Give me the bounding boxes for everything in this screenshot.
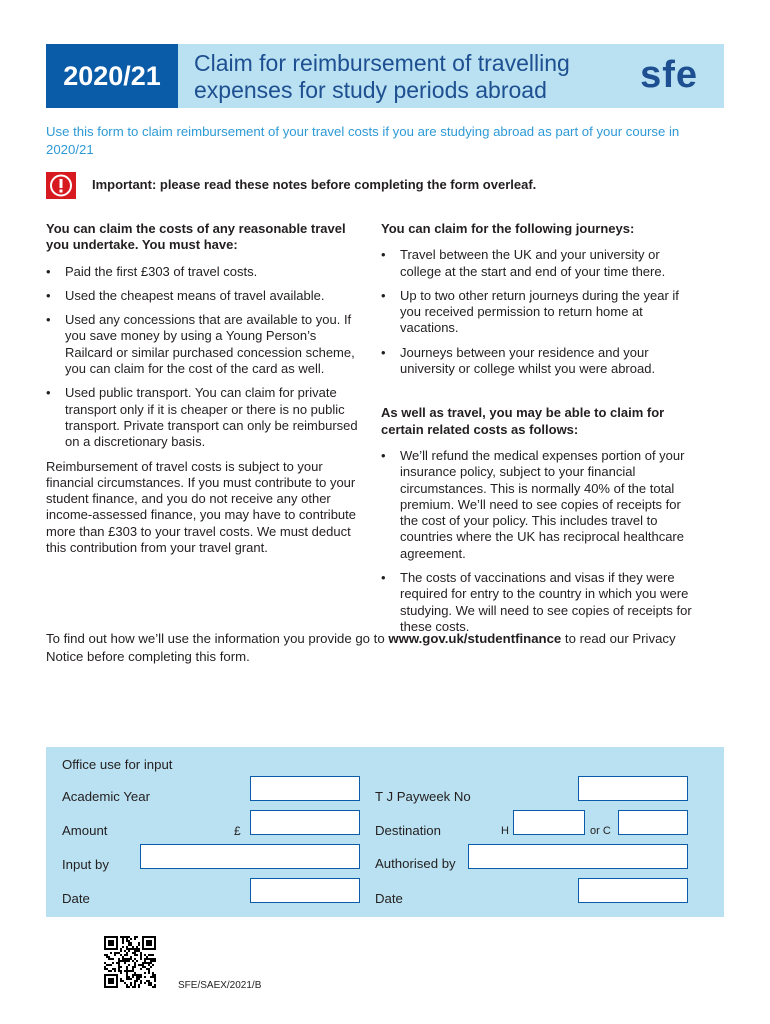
list-item: • The costs of vaccinations and visas if they were required for entry to the country in which you were studying. We will need to see copies of receipts for these costs. (381, 570, 699, 635)
left-heading: You can claim the costs of any reasonable travel you undertake. You must have: (46, 221, 346, 253)
amount-label: Amount (62, 823, 108, 838)
form-reference: SFE/SAEX/2021/B (178, 980, 262, 991)
list-item: • Journeys between your residence and your university or college whilst you were abroad. (381, 345, 699, 378)
academic-year-field[interactable] (250, 776, 360, 801)
list-item: • We’ll refund the medical expenses portion of your insurance policy, subject to your financial circumstances. This is normally 40% of the total premium. We’ll need to see copies of receipts for the cost of your policy. This includes travel to countries where the UK has reciprocal healthcare agreement. (381, 448, 699, 562)
list-item: • Used any concessions that are available to you. If you save money by using a Young Person’s Railcard or similar purchased concession scheme, you can claim for the cost of the card as well. (46, 312, 364, 377)
destination-h-label: H (501, 825, 509, 837)
related-costs-heading: As well as travel, you may be able to claim for certain related costs as follows: (381, 405, 665, 437)
qr-code (104, 936, 156, 988)
destination-label: Destination (375, 823, 441, 838)
list-item: • Used the cheapest means of travel available. (46, 288, 364, 304)
form-title (194, 50, 570, 104)
tj-payweek-field[interactable] (578, 776, 688, 801)
input-by-label: Input by (62, 857, 109, 872)
destination-h-field[interactable] (513, 810, 585, 835)
list-item: • Up to two other return journeys during the year if you received permission to return home at vacations. (381, 288, 699, 337)
journeys-list (381, 247, 699, 377)
currency-symbol: £ (234, 824, 241, 838)
amount-field[interactable] (250, 810, 360, 835)
exclamation-icon (46, 172, 76, 199)
title-banner (178, 44, 724, 108)
academic-year-label: Academic Year (62, 789, 150, 804)
date-field[interactable] (250, 878, 360, 903)
sfe-logo: sfe (640, 54, 698, 96)
list-item: • Travel between the UK and your university or college at the start and end of your time there. (381, 247, 699, 280)
right-column (381, 221, 699, 643)
privacy-text-after: to read our Privacy Notice before completing this form. (46, 631, 676, 664)
authorised-by-label: Authorised by (375, 856, 456, 871)
date-field-right[interactable] (578, 878, 688, 903)
contribution-paragraph: Reimbursement of travel costs is subject to your financial circumstances. If you must contribute to your student finance, and you do not receive any other income-assessed finance, you may have to contribute more than £303 to your travel costs. We must deduct this contribution from your travel grant. (46, 458, 357, 556)
input-by-field[interactable] (140, 844, 360, 869)
date-label-right: Date (375, 891, 403, 906)
destination-c-label: or C (590, 825, 611, 837)
date-label: Date (62, 891, 90, 906)
list-item: • Used public transport. You can claim for private transport only if it is cheaper or there is no public transport. Private transport can only be reimbursed on a discretionary basis. (46, 385, 364, 450)
requirements-list (46, 264, 364, 451)
authorised-by-field[interactable] (468, 844, 688, 869)
related-costs-list (381, 448, 699, 635)
privacy-text-before: To find out how we’ll use the information you provide go to (46, 631, 389, 646)
office-title: Office use for input (62, 757, 173, 772)
list-item: • Paid the first £303 of travel costs. (46, 264, 364, 280)
form-title-line1: Claim for reimbursement of travelling (194, 50, 570, 76)
year-badge: 2020/21 (46, 44, 178, 108)
important-notice: Important: please read these notes before completing the form overleaf. (92, 177, 537, 192)
journeys-heading: You can claim for the following journeys: (381, 221, 635, 236)
office-use-panel (46, 747, 724, 917)
privacy-notice (46, 630, 716, 666)
studentfinance-link[interactable]: www.gov.uk/studentfinance (388, 631, 562, 646)
destination-c-field[interactable] (618, 810, 688, 835)
tj-payweek-label: T J Payweek No (375, 789, 471, 804)
form-title-line2: expenses for study periods abroad (194, 77, 547, 103)
intro-text: Use this form to claim reimbursement of your travel costs if you are studying abroad as part of your course in 2020/21 (46, 124, 680, 157)
left-column (46, 221, 364, 556)
